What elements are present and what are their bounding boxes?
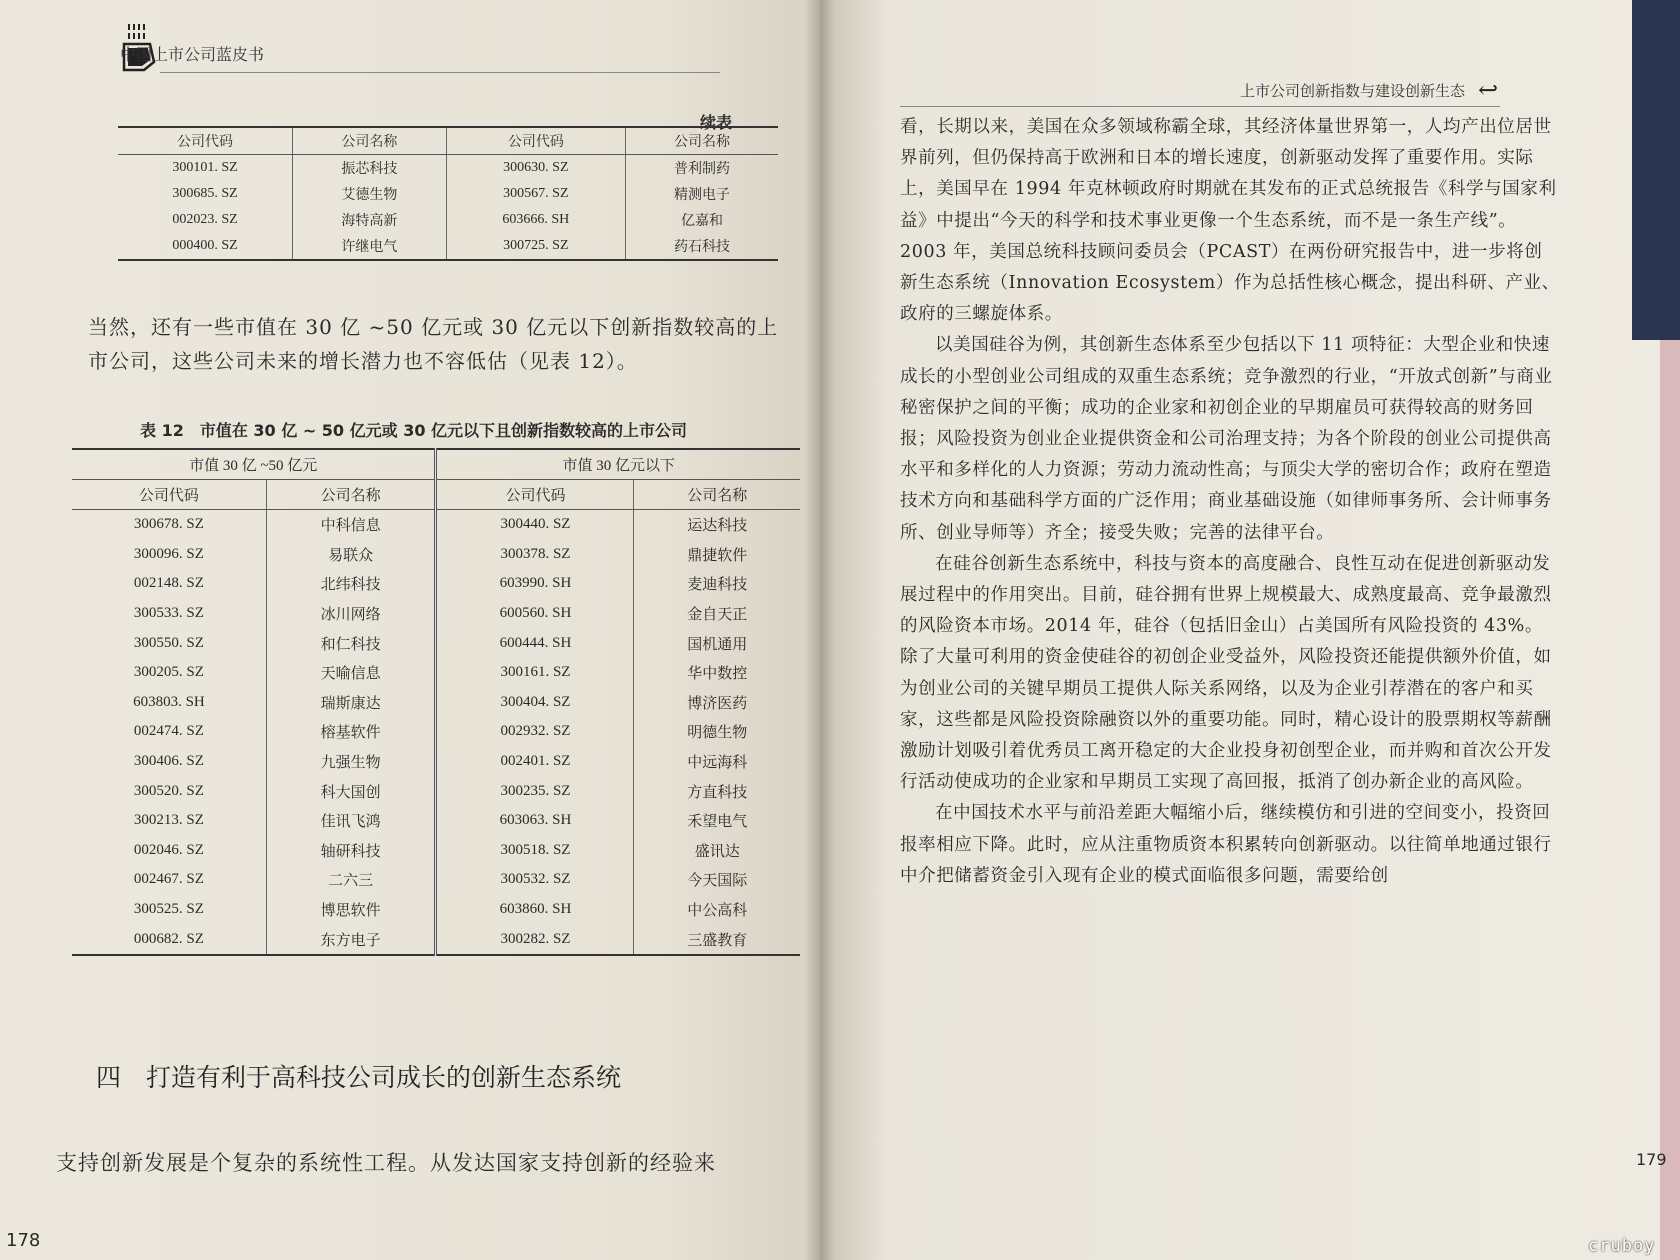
table-cell: 科大国创 (266, 776, 436, 806)
column-header: 公司代码 (72, 480, 266, 510)
table-cell: 300567. SZ (446, 181, 625, 207)
column-header: 公司名称 (293, 127, 447, 155)
table-cell: 600560. SH (436, 599, 634, 629)
book-cover-edge (1632, 0, 1680, 340)
table-row (72, 895, 800, 925)
table-cell: 瑞斯康达 (266, 688, 436, 718)
table-row (72, 510, 800, 540)
table-cell: 中科信息 (266, 510, 436, 540)
table-row (72, 658, 800, 688)
table-row (118, 207, 778, 233)
table-cell: 博思软件 (266, 895, 436, 925)
table-cell: 300406. SZ (133, 753, 204, 770)
table-row (72, 688, 800, 718)
table-cell: 002467. SZ (133, 871, 204, 888)
table-cell: 300101. SZ (172, 160, 238, 175)
table-cell: 亿嘉和 (626, 207, 778, 233)
table-cell: 盛讯达 (634, 836, 800, 866)
table-cell: 300525. SZ (133, 901, 204, 918)
table-row (118, 181, 778, 207)
table-12-body (72, 510, 800, 955)
table-cell: 榕基软件 (266, 717, 436, 747)
table-cell: 002148. SZ (133, 575, 204, 592)
table-12 (72, 448, 800, 956)
table-header-row (118, 127, 778, 155)
table-cell: 300213. SZ (133, 812, 204, 829)
left-page-number: 178 (6, 1230, 41, 1251)
table-cell: 603063. SH (436, 806, 634, 836)
table-cell: 300518. SZ (436, 836, 634, 866)
table-row (72, 569, 800, 599)
table-cell: 600444. SH (436, 628, 634, 658)
right-paragraph-4: 在中国技术水平与前沿差距大幅缩小后，继续模仿和引进的空间变小，投资回报率相应下降。此时，应从注重物质资本积累转向创新驱动。以往简单地通过银行中介把储蓄资金引入现有企业的模式面临很多问题，需要给创 (900, 803, 1552, 886)
right-header-rule (900, 106, 1500, 107)
table-cell: 博济医药 (634, 688, 800, 718)
table-cell: 今天国际 (634, 865, 800, 895)
table-cell: 300630. SZ (446, 155, 625, 182)
table-cell: 300096. SZ (133, 545, 204, 562)
table-cell: 603990. SH (436, 569, 634, 599)
table-cell: 300550. SZ (133, 634, 204, 651)
column-header: 公司名称 (634, 480, 800, 510)
table-cell: 300678. SZ (133, 516, 204, 533)
table-cell: 002474. SZ (133, 723, 204, 740)
table-cell: 603860. SH (436, 895, 634, 925)
table-cell: 300440. SZ (436, 510, 634, 540)
table-cell: 002932. SZ (436, 717, 634, 747)
table-cell: 和仁科技 (266, 628, 436, 658)
table-cell: 运达科技 (634, 510, 800, 540)
table-cell: 300378. SZ (436, 540, 634, 570)
table-cell: 二六三 (266, 865, 436, 895)
table-cell: 易联众 (266, 540, 436, 570)
table-cell: 冰川网络 (266, 599, 436, 629)
table-cell: 振芯科技 (293, 155, 447, 182)
table-cell: 300533. SZ (133, 605, 204, 622)
table-cell: 天喻信息 (266, 658, 436, 688)
table-cell: 300404. SZ (436, 688, 634, 718)
right-running-header: 上市公司创新指数与建设创新生态 (1240, 82, 1466, 100)
table-cell: 佳讯飞鸿 (266, 806, 436, 836)
table-cell: 300685. SZ (172, 186, 238, 201)
table-cell: 鼎捷软件 (634, 540, 800, 570)
right-paragraph-3: 在硅谷创新生态系统中，科技与资本的高度融合、良性互动在促进创新驱动发展过程中的作用突出。目前，硅谷拥有世界上规模最大、成熟度最高、竞争最激烈的风险资本市场。2014 年，硅谷（包括旧金山）占美国所有风险投资的 43%。除了大量可利用的资金使硅谷的初创企业受益外，风险投资还能提供额外价值，如为创业公司的关键早期员工提供人际关系网络，以及为企业引荐潜在的客户和买家，这些都是风险投资除融资以外的重要功能。同时，精心设计的股票期权等薪酬激励计划吸引着优秀员工离开稳定的大企业投身初创型企业，而并购和首次公开发行活动使成功的企业家和早期员工实现了高回报，抵消了创办新企业的高风险。 (900, 553, 1552, 793)
table-header-row (72, 480, 800, 510)
table-cell: 方直科技 (634, 776, 800, 806)
left-paragraph-1: 当然，还有一些市值在 30 亿 ~50 亿元或 30 亿元以下创新指数较高的上市公司，这些公司未来的增长潜力也不容低估（见表 12）。 (88, 315, 779, 373)
arrow-return-icon: ↩ (1478, 76, 1499, 104)
table-cell: 艾德生物 (293, 181, 447, 207)
table-cell: 金自天正 (634, 599, 800, 629)
table-cell: 麦迪科技 (634, 569, 800, 599)
column-header: 公司代码 (436, 480, 634, 510)
table-row (118, 155, 778, 182)
table-cell: 603803. SH (133, 693, 205, 710)
table-cell: 轴研科技 (266, 836, 436, 866)
group-header: 市值 30 亿元以下 (436, 449, 800, 480)
table-row (72, 717, 800, 747)
table-cell: 华中数控 (634, 658, 800, 688)
left-running-header: 中国上市公司蓝皮书 (120, 45, 265, 64)
table-cell: 中远海科 (634, 747, 800, 777)
table-cell: 普利制药 (626, 155, 778, 182)
table-cell: 300532. SZ (436, 865, 634, 895)
table-row (72, 865, 800, 895)
table-cell: 002023. SZ (172, 212, 238, 227)
continued-table (118, 126, 778, 261)
table-cell: 明德生物 (634, 717, 800, 747)
right-paragraph-2: 以美国硅谷为例，其创新生态体系至少包括以下 11 项特征：大型企业和快速成长的小型创业公司组成的双重生态系统；竞争激烈的行业，“开放式创新”与商业秘密保护之间的平衡；成功的企业家和初创企业的早期雇员可获得较高的财务回报；风险投资为创业企业提供资金和公司治理支持；为各个阶段的创业公司提供高水平和多样化的人力资源；劳动力流动性高；与顶尖大学的密切合作；政府在塑造技术方向和基础科学方面的广泛作用；商业基础设施（如律师事务所、会计师事务所、创业导师等）齐全；接受失败；完善的法律平台。 (900, 335, 1553, 543)
table-cell: 002401. SZ (436, 747, 634, 777)
watermark: cruboy (1588, 1236, 1656, 1256)
table-row (72, 924, 800, 955)
table-cell: 002046. SZ (133, 841, 204, 858)
table-cell: 000682. SZ (72, 924, 266, 955)
table-cell: 许继电气 (293, 233, 447, 260)
table-cell: 000400. SZ (118, 233, 293, 260)
table-cell: 300205. SZ (133, 664, 204, 681)
column-header: 公司名称 (626, 127, 778, 155)
table-12-title: 表 12 市值在 30 亿 ~ 50 亿元或 30 亿元以下且创新指数较高的上市公司 (140, 421, 688, 440)
table-row (72, 836, 800, 866)
table-cell: 603666. SH (446, 207, 625, 233)
left-paragraph-2: 支持创新发展是个复杂的系统性工程。从发达国家支持创新的经验来 (56, 1151, 716, 1175)
table-group-header-row (72, 449, 800, 480)
table-row (118, 233, 778, 260)
right-page-number: 179 (1636, 1150, 1667, 1169)
table-cell: 300235. SZ (436, 776, 634, 806)
table-cell: 九强生物 (266, 747, 436, 777)
column-header: 公司代码 (446, 127, 625, 155)
table-row (72, 747, 800, 777)
table-cell: 300161. SZ (436, 658, 634, 688)
group-header: 市值 30 亿 ~50 亿元 (72, 449, 436, 480)
table-cell: 北纬科技 (266, 569, 436, 599)
table-row (72, 599, 800, 629)
table-cell: 精测电子 (626, 181, 778, 207)
column-header: 公司代码 (118, 127, 293, 155)
table-cell: 300520. SZ (133, 782, 204, 799)
left-header-rule (160, 72, 720, 73)
table-cell: 禾望电气 (634, 806, 800, 836)
column-header: 公司名称 (266, 480, 436, 510)
table-cell: 三盛教育 (634, 924, 800, 955)
table-cell: 海特高新 (293, 207, 447, 233)
book-gutter (805, 0, 835, 1260)
table-row (72, 628, 800, 658)
table-cell: 药石科技 (626, 233, 778, 260)
table-row (72, 540, 800, 570)
right-page-body (900, 112, 1560, 892)
table-row (72, 806, 800, 836)
table-cell: 东方电子 (266, 924, 436, 955)
section-title: 四 打造有利于高科技公司成长的创新生态系统 (96, 1063, 622, 1092)
continued-label: 续表 (700, 113, 733, 132)
right-paragraph-1: 看，长期以来，美国在众多领域称霸全球，其经济体量世界第一，人均产出位居世界前列，但仍保持高于欧洲和日本的增长速度，创新驱动发挥了重要作用。实际上，美国早在 1994 年克林顿政府时期就在其发布的正式总统报告《科学与国家利益》中提出“今天的科学和技术事业更像一个生态系统，而不是一条生产线”。2003 年，美国总统科技顾问委员会（PCAST）在两份研究报告中，进一步将创新生态系统（Innovation Ecosystem）作为总括性核心概念，提出科研、产业、政府的三螺旋体系。 (900, 117, 1560, 325)
table-cell: 中公高科 (634, 895, 800, 925)
table-cell: 国机通用 (634, 628, 800, 658)
table-cell: 300725. SZ (446, 233, 625, 260)
table-cell: 300282. SZ (436, 924, 634, 955)
table-row (72, 776, 800, 806)
background-cloth (1660, 340, 1680, 1260)
